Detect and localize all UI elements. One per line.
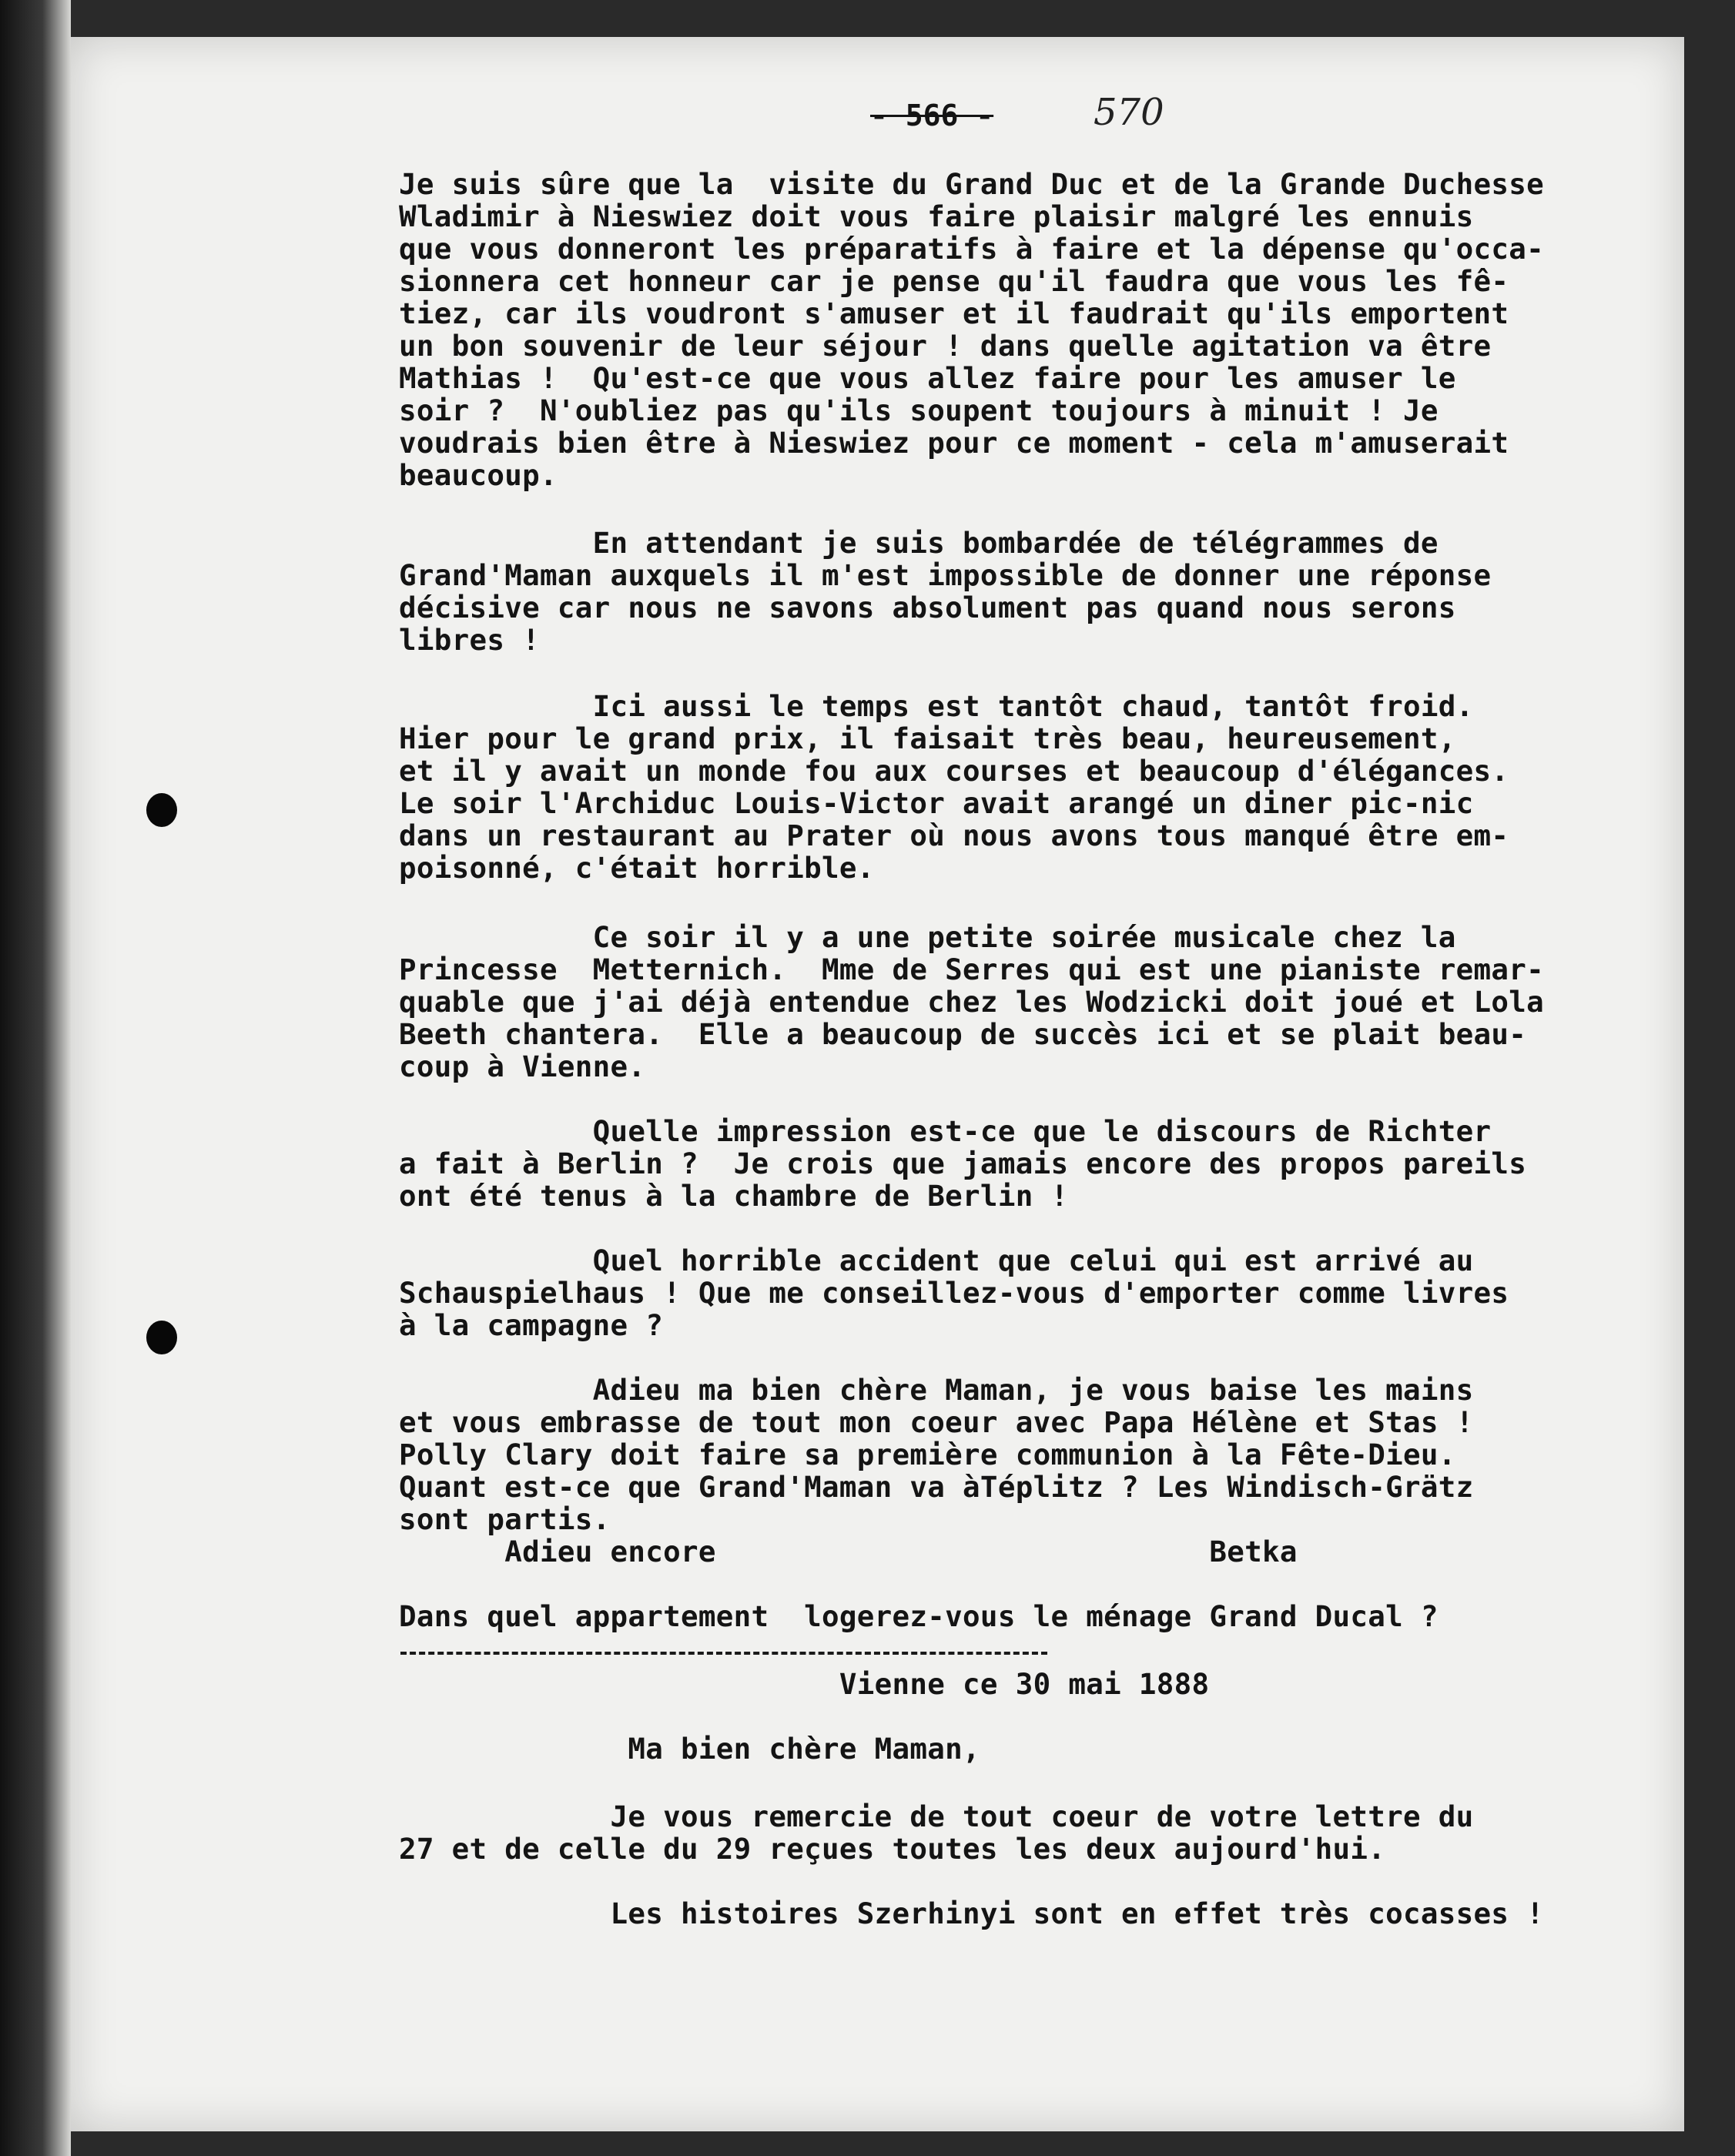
text-line: a fait à Berlin ? Je crois que jamais encore des propos pareils <box>399 1147 1527 1180</box>
text-line: 27 et de celle du 29 reçues toutes les deux aujourd'hui. <box>399 1832 1386 1866</box>
salutation-line: Ma bien chère Maman, <box>399 1732 980 1766</box>
text-line: à la campagne ? <box>399 1308 664 1342</box>
text-line: Je vous remercie de tout coeur de votre lettre du <box>399 1799 1474 1833</box>
text-line: Mathias ! Qu'est-ce que vous allez faire pour les amuser le <box>399 361 1456 395</box>
punch-hole-top <box>146 793 177 827</box>
text-line: décisive car nous ne savons absolument pas quand nous serons <box>399 591 1456 624</box>
text-line: Adieu ma bien chère Maman, je vous baise les mains <box>399 1373 1474 1407</box>
text-line: Princesse Metternich. Mme de Serres qui est une pianiste remar- <box>399 952 1544 986</box>
text-line: Grand'Maman auxquels il m'est impossible de donner une réponse <box>399 558 1492 592</box>
text-line: et vous embrasse de tout mon coeur avec Papa Hélène et Stas ! <box>399 1405 1474 1439</box>
text-line: Je suis sûre que la visite du Grand Duc et de la Grande Duchesse <box>399 167 1544 201</box>
text-line: tiez, car ils voudront s'amuser et il faudrait qu'ils emportent <box>399 296 1509 330</box>
postscript-line: Dans quel appartement logerez-vous le ménage Grand Ducal ? <box>399 1599 1439 1633</box>
text-line: Beeth chantera. Elle a beaucoup de succès ici et se plait beau- <box>399 1017 1527 1051</box>
text-line: quable que j'ai déjà entendue chez les Wodzicki doit joué et Lola <box>399 985 1544 1019</box>
text-line: Polly Clary doit faire sa première communion à la Fête-Dieu. <box>399 1438 1456 1471</box>
typed-page-number: - 566 - <box>870 99 994 132</box>
text-line: Ce soir il y a une petite soirée musicale chez la <box>399 920 1456 954</box>
text-line: Quelle impression est-ce que le discours de Richter <box>399 1114 1492 1148</box>
text-line: Quant est-ce que Grand'Maman va àTéplitz ? Les Windisch-Grätz <box>399 1470 1474 1504</box>
text-line: coup à Vienne. <box>399 1050 646 1083</box>
date-line: Vienne ce 30 mai 1888 <box>399 1667 1210 1701</box>
text-line: beaucoup. <box>399 458 558 492</box>
text-line: Ici aussi le temps est tantôt chaud, tantôt froid. <box>399 689 1474 723</box>
closing-line: Adieu encore Betka <box>399 1535 1298 1568</box>
text-line: Schauspielhaus ! Que me conseillez-vous d'emporter comme livres <box>399 1276 1509 1310</box>
text-line: ont été tenus à la chambre de Berlin ! <box>399 1179 1069 1213</box>
handwritten-page-number: 570 <box>1094 91 1164 134</box>
text-line: libres ! <box>399 623 541 657</box>
punch-hole-bottom <box>146 1321 177 1354</box>
text-line: Quel horrible accident que celui qui est arrivé au <box>399 1244 1474 1277</box>
text-line: sont partis. <box>399 1502 611 1536</box>
text-line: Wladimir à Nieswiez doit vous faire plaisir malgré les ennuis <box>399 199 1474 233</box>
text-line: poisonné, c'était horrible. <box>399 851 875 885</box>
scan-left-edge <box>0 0 71 2156</box>
text-line: et il y avait un monde fou aux courses et beaucoup d'élégances. <box>399 754 1509 788</box>
text-line: Hier pour le grand prix, il faisait très beau, heureusement, <box>399 721 1456 755</box>
text-line: sionnera cet honneur car je pense qu'il faudra que vous les fê- <box>399 264 1509 298</box>
text-line: dans un restaurant au Prater où nous avons tous manqué être em- <box>399 819 1509 852</box>
text-line: Les histoires Szerhinyi sont en effet très cocasses ! <box>399 1897 1544 1930</box>
text-line: En attendant je suis bombardée de télégrammes de <box>399 526 1439 560</box>
text-line: Le soir l'Archiduc Louis-Victor avait arangé un diner pic-nic <box>399 786 1474 820</box>
text-line: que vous donneront les préparatifs à faire et la dépense qu'occa- <box>399 232 1544 266</box>
text-line: soir ? N'oubliez pas qu'ils soupent toujours à minuit ! Je <box>399 393 1439 427</box>
dashed-separator <box>400 1652 1047 1655</box>
text-line: voudrais bien être à Nieswiez pour ce moment - cela m'amuserait <box>399 426 1509 460</box>
text-line: un bon souvenir de leur séjour ! dans quelle agitation va être <box>399 329 1492 363</box>
